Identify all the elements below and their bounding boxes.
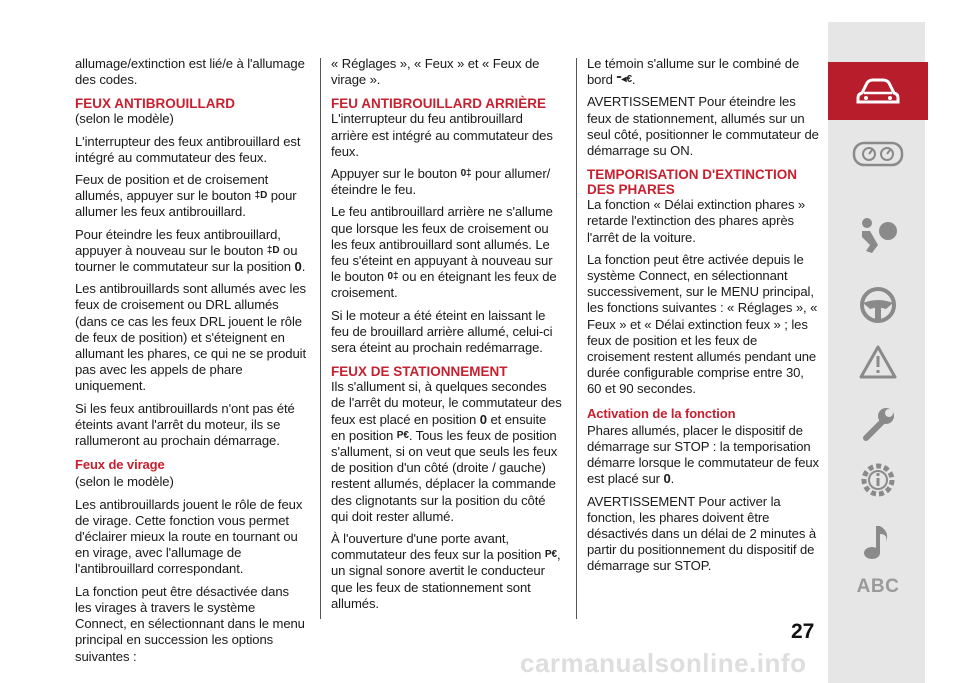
paragraph xyxy=(75,172,308,221)
paragraph: L'interrupteur du feu antibrouillard arrière est intégré au commutateur des feux. xyxy=(331,111,553,159)
paragraph: AVERTISSEMENT Pour éteindre les feux de stationnement, allumés sur un seul côté, positionner le commutateur de démarrage su ON. xyxy=(587,94,819,159)
warning-icon xyxy=(858,344,898,380)
text: Phares allumés, placer le dispositif de démarrage sur STOP : la temporisation démarre lorsque le commutateur de feux est placé sur xyxy=(587,422,820,487)
parking-icon: P€ xyxy=(396,429,409,441)
text: Ils s'allument si, à quelques secondes de l'arrêt du moteur, le commutateur des feux est placé en position xyxy=(331,379,562,427)
text: À l'ouverture d'une porte avant, commutateur des feux sur la position xyxy=(331,531,542,563)
position-zero-symbol: 0 xyxy=(479,411,487,427)
music-icon xyxy=(860,522,896,562)
front-fog-icon: ‡D xyxy=(254,190,268,202)
sidebar-item-dashboard[interactable] xyxy=(828,124,928,184)
parking-lamp-icon: ⁼◂€ xyxy=(616,74,632,86)
parking-icon: P€ xyxy=(544,549,557,561)
paragraph xyxy=(331,166,563,198)
rear-fog-icon: 0‡ xyxy=(387,271,399,283)
section-heading-headlight-delay: TEMPORISATION D'EXTINCTION DES PHARES xyxy=(587,167,797,198)
column-1 xyxy=(75,56,308,671)
paragraph xyxy=(75,227,308,276)
position-zero-symbol: 0 xyxy=(663,471,671,487)
index-abc-label: ABC xyxy=(856,576,900,597)
text: , un signal sonore avertit le conducteur que les feux de stationnement sont allumés. xyxy=(331,547,561,611)
paragraph: La fonction peut être désactivée dans les virages à travers le système Connect, en sélectionnant dans le menu principal en succession les options suivantes : xyxy=(75,583,305,664)
text: Le témoin s'allume sur le combiné de bord xyxy=(587,56,800,88)
paragraph: Si les feux antibrouillards n'ont pas été éteints avant l'arrêt du moteur, ils se rallumeront au prochain démarrage. xyxy=(75,400,295,449)
paragraph xyxy=(587,56,819,88)
sidebar-item-index[interactable] xyxy=(828,557,928,617)
wrench-icon xyxy=(858,404,898,444)
column-divider xyxy=(576,58,577,619)
column-2 xyxy=(331,56,563,618)
chapter-sidebar xyxy=(828,22,925,683)
front-fog-icon: ‡D xyxy=(266,244,280,256)
section-heading-rear-fog: FEU ANTIBROUILLARD ARRIÈRE xyxy=(331,96,546,112)
text: Le feu antibrouillard arrière ne s'allume que lorsque les feux de croisement ou les feux antibrouillard sont allumés. Le feu s'éteint en appuyant à nouveau sur le bouton xyxy=(331,204,553,285)
text: . xyxy=(301,259,306,275)
position-zero-symbol: 0 xyxy=(294,259,302,275)
text: . xyxy=(631,72,636,88)
paragraph: allumage/extinction est lié/e à l'allumage des codes. xyxy=(75,56,305,88)
car-icon xyxy=(854,75,902,107)
subsection-heading-activation: Activation de la fonction xyxy=(587,405,736,421)
sidebar-item-warning[interactable] xyxy=(828,332,928,392)
paragraph: « Réglages », « Feux » et « Feux de virage ». xyxy=(331,56,540,88)
watermark: carmanualsonline.info xyxy=(520,648,807,678)
text: Feux de position et de croisement allumés, appuyer sur le bouton xyxy=(75,172,269,204)
sidebar-item-airbag[interactable] xyxy=(828,205,928,265)
text: pour allumer les feux antibrouillard. xyxy=(75,188,297,220)
text: pour allumer/éteindre le feu. xyxy=(331,166,551,198)
paragraph: AVERTISSEMENT Pour activer la fonction, les phares doivent être désactivés dans un délai de 2 minutes à partir du positionnement du dispositif de démarrage sur STOP. xyxy=(587,493,817,574)
section-heading-fog-lights: FEUX ANTIBROUILLARD xyxy=(75,96,235,112)
sidebar-item-settings[interactable] xyxy=(828,450,928,510)
column-divider xyxy=(320,58,321,619)
paragraph xyxy=(587,423,819,488)
paragraph xyxy=(331,531,563,612)
text: ou tourner le commutateur sur la position xyxy=(75,242,298,275)
text: Pour éteindre les feux antibrouillard, appuyer à nouveau sur le bouton xyxy=(75,226,281,258)
paragraph: Les antibrouillards sont allumés avec les feux de croisement ou DRL allumés (dans ce cas les feux DRL jouent le rôle de feux de position) et s'éteignent en allumant les phares, ce qui ne se produit pas avec les appels de phare uniquement. xyxy=(75,281,306,394)
paragraph xyxy=(331,379,563,525)
section-heading-parking-lights: FEUX DE STATIONNEMENT xyxy=(331,364,508,380)
paragraph: L'interrupteur des feux antibrouillard est intégré au commutateur des feux. xyxy=(75,133,301,165)
rear-fog-icon: 0‡ xyxy=(460,168,472,180)
airbag-icon xyxy=(856,215,900,255)
sidebar-item-car[interactable] xyxy=(828,62,928,120)
sidebar-item-maintenance[interactable] xyxy=(828,394,928,454)
paragraph: Si le moteur a été éteint en laissant le feu de brouillard arrière allumé, celui-ci sera éteint au prochain redémarrage. xyxy=(331,307,553,356)
paragraph: La fonction « Délai extinction phares » retarde l'extinction des phares après l'arrêt de la voiture. xyxy=(587,197,806,245)
paragraph: La fonction peut être activée depuis le système Connect, en sélectionnant successivement, sur le MENU principal, les fonctions suivantes : « Réglages », « Feux » et « Délai extinction feux » ; les feux de position et les feux de croisement restent allumés pendant une durée configurable comprise entre 30, 60 et 90 secondes. xyxy=(587,251,818,397)
page-number: 27 xyxy=(791,620,815,643)
text: et ensuite en position xyxy=(331,411,547,443)
text: . xyxy=(670,471,675,487)
paragraph: (selon le modèle) xyxy=(75,111,174,127)
settings-icon xyxy=(858,460,898,500)
steering-wheel-icon xyxy=(858,285,898,325)
dashboard-icon xyxy=(852,140,904,168)
paragraph: (selon le modèle) xyxy=(75,474,174,490)
sidebar-item-steering[interactable] xyxy=(828,275,928,335)
paragraph: Les antibrouillards jouent le rôle de feux de virage. Cette fonction vous permet d'éclairer mieux la route en tournant ou en virage, avec l'allumage de l'antibrouillard correspondant. xyxy=(75,496,303,577)
subsection-heading-cornering: Feux de virage xyxy=(75,457,165,473)
column-3 xyxy=(587,56,819,581)
paragraph xyxy=(331,204,563,301)
text: Appuyer sur le bouton xyxy=(331,166,458,182)
text: . Tous les feux de position s'allument, si on veut que seuls les feux de position d'un côté (droite / gauche) restent allumés, déplacer la commande des clignotants sur la position du côté qui doit rester allumé. xyxy=(331,427,558,524)
text: ou en éteignant les feux de croisement. xyxy=(331,269,557,301)
